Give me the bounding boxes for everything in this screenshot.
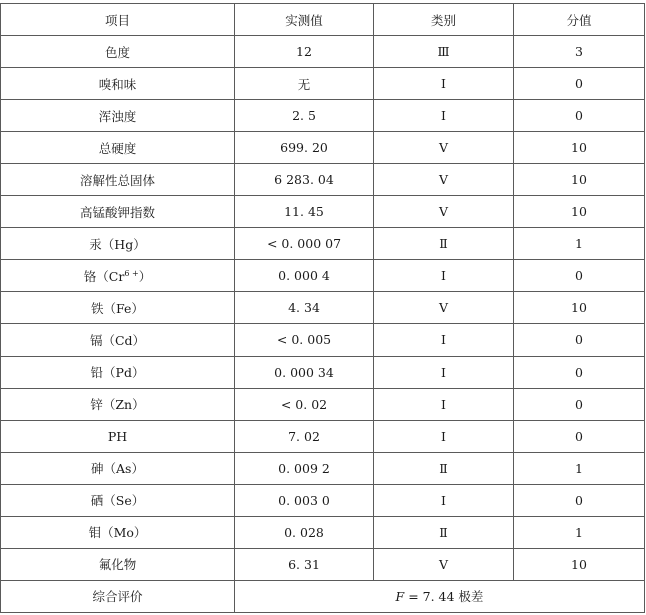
cell-measured-value: 699. 20: [235, 132, 374, 164]
cell-score: 1: [514, 452, 645, 484]
cell-item: [1, 260, 235, 292]
cell-score: 0: [514, 324, 645, 356]
cell-item: 镉（Cd）: [1, 324, 235, 356]
cell-category: Ⅰ: [374, 356, 514, 388]
cell-item: 高锰酸钾指数: [1, 196, 235, 228]
table-row: [1, 452, 645, 484]
cell-score: 10: [514, 132, 645, 164]
cell-category: Ⅰ: [374, 388, 514, 420]
cell-item: 铅（Pd）: [1, 356, 235, 388]
cell-measured-value: 12: [235, 36, 374, 68]
cell-item: 铁（Fe）: [1, 292, 235, 324]
cell-item-base: 铬（Cr: [83, 268, 125, 284]
table-row: [1, 228, 645, 260]
cell-score: 10: [514, 164, 645, 196]
cell-category: Ⅴ: [374, 196, 514, 228]
table-row: [1, 324, 645, 356]
summary-result-text: = 7. 44 极差: [404, 589, 484, 605]
cell-item: 砷（As）: [1, 452, 235, 484]
cell-item: 汞（Hg）: [1, 228, 235, 260]
water-quality-table: [0, 3, 645, 613]
table-row: [1, 260, 645, 292]
cell-category: Ⅴ: [374, 292, 514, 324]
cell-score: 0: [514, 260, 645, 292]
cell-measured-value: 0. 000 34: [235, 356, 374, 388]
table-row: [1, 356, 645, 388]
cell-item: 嗅和味: [1, 68, 235, 100]
table-row: [1, 484, 645, 516]
cell-item: 硒（Se）: [1, 484, 235, 516]
cell-item: 钼（Mo）: [1, 516, 235, 548]
cell-category: Ⅰ: [374, 420, 514, 452]
cell-measured-value: 0. 028: [235, 516, 374, 548]
cell-category: Ⅰ: [374, 324, 514, 356]
cell-category: Ⅱ: [374, 452, 514, 484]
cell-item: 锌（Zn）: [1, 388, 235, 420]
header-item: 项目: [1, 4, 235, 36]
cell-measured-value: < 0. 000 07: [235, 228, 374, 260]
cell-item: 氟化物: [1, 548, 235, 580]
summary-row: [1, 580, 645, 612]
cell-measured-value: 6 283. 04: [235, 164, 374, 196]
cell-measured-value: 4. 34: [235, 292, 374, 324]
cell-category: Ⅴ: [374, 548, 514, 580]
cell-score: 0: [514, 484, 645, 516]
cell-score: 1: [514, 228, 645, 260]
summary-result: [235, 580, 645, 612]
table-row: [1, 196, 645, 228]
summary-label: 综合评价: [1, 580, 235, 612]
cell-score: 0: [514, 100, 645, 132]
cell-measured-value: < 0. 005: [235, 324, 374, 356]
header-score: 分值: [514, 4, 645, 36]
cell-score: 10: [514, 548, 645, 580]
cell-measured-value: 无: [235, 68, 374, 100]
cell-item-superscript: 6 +: [124, 268, 139, 278]
table-row: [1, 68, 645, 100]
cell-category: Ⅱ: [374, 228, 514, 260]
cell-category: Ⅰ: [374, 484, 514, 516]
table-row: [1, 100, 645, 132]
header-row: [1, 4, 645, 36]
cell-item: 色度: [1, 36, 235, 68]
cell-score: 0: [514, 388, 645, 420]
cell-score: 10: [514, 196, 645, 228]
table-row: [1, 388, 645, 420]
cell-item: 浑浊度: [1, 100, 235, 132]
cell-category: Ⅰ: [374, 68, 514, 100]
cell-category: Ⅲ: [374, 36, 514, 68]
cell-score: 1: [514, 516, 645, 548]
table-row: [1, 516, 645, 548]
table-row: [1, 36, 645, 68]
cell-item: 溶解性总固体: [1, 164, 235, 196]
cell-measured-value: 0. 009 2: [235, 452, 374, 484]
cell-measured-value: 7. 02: [235, 420, 374, 452]
cell-item: PH: [1, 420, 235, 452]
cell-score: 0: [514, 356, 645, 388]
cell-item: 总硬度: [1, 132, 235, 164]
cell-score: 0: [514, 68, 645, 100]
table-row: [1, 132, 645, 164]
cell-score: 0: [514, 420, 645, 452]
cell-measured-value: 0. 003 0: [235, 484, 374, 516]
f-symbol: F: [395, 589, 405, 605]
cell-score: 3: [514, 36, 645, 68]
cell-category: Ⅴ: [374, 164, 514, 196]
cell-category: Ⅱ: [374, 516, 514, 548]
cell-category: Ⅰ: [374, 100, 514, 132]
table-row: [1, 292, 645, 324]
table-row: [1, 164, 645, 196]
cell-measured-value: < 0. 02: [235, 388, 374, 420]
cell-category: Ⅴ: [374, 132, 514, 164]
cell-measured-value: 11. 45: [235, 196, 374, 228]
table-row: [1, 420, 645, 452]
header-measured-value: 实测值: [235, 4, 374, 36]
cell-measured-value: 6. 31: [235, 548, 374, 580]
cell-measured-value: 0. 000 4: [235, 260, 374, 292]
cell-score: 10: [514, 292, 645, 324]
header-category: 类别: [374, 4, 514, 36]
table-body: [1, 4, 645, 613]
cell-item-close: ）: [138, 268, 152, 284]
table-row: [1, 548, 645, 580]
cell-measured-value: 2. 5: [235, 100, 374, 132]
cell-category: Ⅰ: [374, 260, 514, 292]
